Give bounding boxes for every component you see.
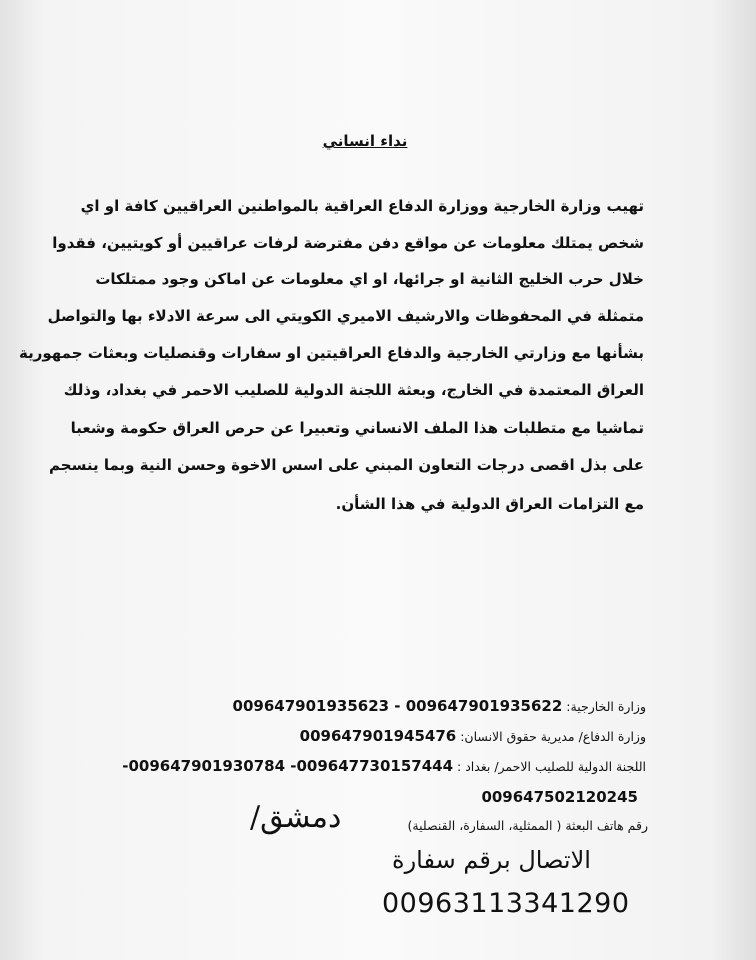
body-line: بشأنها مع وزارتي الخارجية والدفاع العراقيتين او سفارات وقنصليات وبعثات جمهورية — [18, 344, 644, 362]
contact-label: وزارة الخارجية: — [566, 699, 646, 714]
body-line: مع التزامات العراق الدولية في هذا الشأن. — [335, 495, 644, 513]
contact-label: رقم هاتف البعثة ( الممثلية، السفارة، القنصلية) — [407, 818, 648, 833]
handwritten-city: دمشق/ — [250, 800, 342, 835]
contact-red-cross-cont — [481, 788, 638, 806]
contact-label: وزارة الدفاع/ مديرية حقوق الانسان: — [460, 729, 646, 744]
body-line: العراق المعتمدة في الخارج، وبعثة اللجنة الدولية للصليب الاحمر في بغداد، وذلك — [63, 381, 644, 399]
contact-foreign-ministry — [233, 697, 646, 715]
contact-numbers: 009647901935623 - 009647901935622 — [232, 697, 563, 715]
contact-defense-ministry — [300, 727, 646, 745]
contact-red-cross — [122, 757, 646, 775]
document-title: نداء انساني — [322, 132, 408, 150]
contact-numbers: 009647901945476 — [299, 727, 457, 745]
contact-numbers: 009647502120245 — [481, 788, 638, 806]
embassy-phone-number: 00963113341290 — [382, 888, 630, 919]
body-line: تماشيا مع متطلبات هذا الملف الانساني وتعبيرا عن حرص العراق حكومة وشعبا — [70, 419, 644, 437]
contact-label: اللجنة الدولية للصليب الاحمر/ بغداد : — [457, 759, 646, 774]
embassy-note-label: الاتصال برقم سفارة — [392, 846, 591, 874]
contact-numbers: -009647901930784 -009647730157444 — [122, 757, 454, 775]
contact-mission-phone — [408, 818, 648, 833]
body-line: خلال حرب الخليج الثانية او جرائها، او اي معلومات عن اماكن وجود ممتلكات — [95, 270, 644, 288]
body-line: شخص يمتلك معلومات عن مواقع دفن مفترضة لرفات عراقيين أو كويتيين، فقدوا — [52, 234, 644, 252]
body-line: على بذل اقصى درجات التعاون المبني على اسس الاخوة وحسن النية وبما ينسجم — [49, 456, 644, 474]
body-line: تهيب وزارة الخارجية ووزارة الدفاع العراقية بالمواطنين العراقيين كافة او اي — [80, 197, 644, 215]
body-line: متمثلة في المحفوظات والارشيف الاميري الكويتي الى سرعة الادلاء بها والتواصل — [47, 307, 644, 325]
